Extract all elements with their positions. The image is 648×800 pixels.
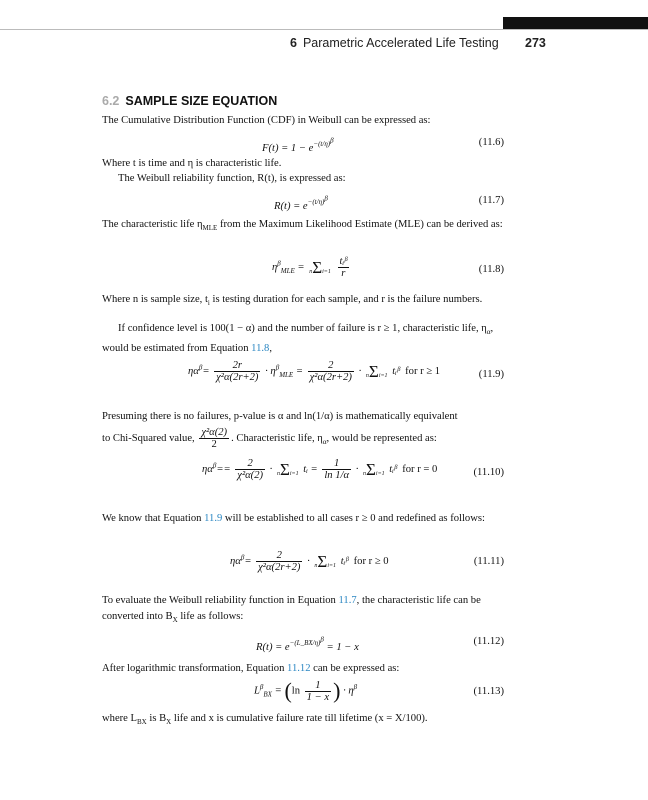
equation-number: (11.13) — [473, 686, 504, 697]
paragraph-cdf: The Cumulative Distribution Function (CDF) in Weibull can be expressed as: — [102, 115, 431, 126]
equation-number: (11.9) — [478, 369, 504, 380]
sum-symbol: nΣi=1 — [276, 459, 299, 479]
page-number: 273 — [525, 36, 546, 50]
equation-number: (11.7) — [478, 195, 504, 206]
fraction: $\frac{\text{tᵢᵝ}}{r}$ — [339, 256, 348, 279]
paragraph-no-failures: Presuming there is no failures, p-value is α and ln(1/α) is mathematically equivalent — [102, 411, 458, 422]
equation-body: $F(t) = 1 - e^{-(t/\eta)^\beta}$ — [262, 137, 334, 154]
section-title: SAMPLE SIZE EQUATION — [125, 94, 278, 108]
section-number: 6.2 — [102, 94, 120, 108]
paragraph-characteristic-life: The characteristic life $\eta_{MLE}$ from the Maximum Likelihood Estimate (MLE) can be derived as: — [102, 219, 503, 233]
equation-link-11-7[interactable]: 11.7 — [338, 595, 357, 606]
sum-symbol: nΣi=1 — [363, 459, 385, 479]
chapter-title: Parametric Accelerated Life Testing — [302, 36, 499, 50]
paragraph-where-n: Where n is sample size, $t_i$ is testing duration for each sample, and r is the failure numbers. — [102, 294, 483, 308]
paragraph-chi-squared: to Chi-Squared value, $\frac{\text{χ²α(2)}}{2}$ . Characteristic life, $\eta_\alpha$, would be represented as: — [102, 427, 437, 450]
paragraph-where-lbx: where $L_{BX}$ is $B_X$ life and x is cumulative failure rate till lifetime (x = X/100). — [102, 713, 428, 727]
equation-11-11 — [102, 550, 504, 584]
paragraph-confidence: If confidence level is 100(1 − α) and the number of failure is r ≥ 1, characteristic life, $\eta_\alpha$, would be estimated from Equation 11.8, — [102, 323, 494, 354]
fraction: $\frac{1}{1 - x}$ — [306, 679, 330, 703]
equation-number: (11.6) — [478, 137, 504, 148]
sum-symbol: nΣi=1 — [365, 361, 388, 381]
fraction: $\frac{2r}{\text{χ²α(2r+2)}}$ — [216, 360, 259, 383]
equation-number: (11.11) — [473, 556, 504, 567]
equation-link-11-8[interactable]: 11.8 — [251, 342, 270, 354]
equation-11-10 — [102, 458, 504, 498]
fraction: $\frac{2}{\text{χ²α(2)}}$ — [237, 458, 264, 481]
header-rule — [0, 29, 648, 30]
equation-body: $\eta\alpha^\beta=$ $\frac{2r}{\text{χ²α(2r+2)}}$ · $\eta^\beta_{MLE}$ = $\frac{2}{\text{χ²α(2r+2)}}$ · nΣi=1 tᵢᵝ for r ≥ 1 — [188, 360, 441, 383]
equation-body: $L^\beta_{BX} = (\ln$ $\frac{1}{1 - x}$ ) · $\eta^\beta$ — [254, 678, 358, 703]
fraction: $\frac{\text{χ²α(2)}}{2}$ — [201, 427, 228, 450]
equation-body: $\eta\alpha^\beta=$ $\frac{2}{\text{χ²α(2r+2)}}$ · nΣi=1 tᵢᵝ for r ≥ 0 — [230, 550, 389, 573]
equation-number: (11.10) — [473, 467, 504, 478]
equation-body: $R(t) = e^{-(t/\eta)^\beta}$ — [274, 195, 328, 212]
equation-number: (11.12) — [473, 636, 504, 647]
running-header — [290, 36, 499, 50]
equation-link-11-12[interactable]: 11.12 — [287, 663, 311, 674]
paragraph-redefined: We know that Equation 11.9 will be established to all cases r ≥ 0 and redefined as follows: — [102, 513, 485, 524]
sum-symbol: nΣi=1 — [314, 551, 337, 571]
fraction: $\frac{2}{\text{χ²α(2r+2)}}$ — [258, 550, 301, 573]
equation-number: (11.8) — [478, 264, 504, 275]
paragraph-reliability: The Weibull reliability function, R(t), is expressed as: — [118, 173, 346, 184]
equation-body: $\eta\alpha^\beta==$ $\frac{2}{\text{χ²α(2)}}$ · nΣi=1 tᵢ = $\frac{1}{\ln 1/\alpha}$ · nΣi=1 tᵢᵝ for r = 0 — [202, 458, 438, 481]
equation-11-8 — [102, 256, 504, 290]
equation-link-11-9[interactable]: 11.9 — [204, 513, 223, 524]
header-bar — [503, 17, 648, 29]
equation-body: $\eta^\beta_{MLE} = n\Sigma i=1$ $\frac{\text{tᵢᵝ}}{r}$ — [272, 256, 348, 279]
paragraph-bx-life: To evaluate the Weibull reliability function in Equation 11.7, the characteristic life can be converted into $B_X$ life as follows: — [102, 595, 481, 624]
paragraph-where-t: Where t is time and η is characteristic life. — [102, 158, 282, 169]
section-heading — [102, 94, 277, 108]
fraction: $\frac{1}{\ln 1/\alpha}$ — [324, 458, 350, 481]
fraction: $\frac{2}{\text{χ²α(2r+2)}}$ — [309, 360, 352, 383]
chapter-number: 6 — [290, 36, 297, 50]
paragraph-log-transform: After logarithmic transformation, Equation 11.12 can be expressed as: — [102, 663, 400, 674]
sum-symbol: nΣi=1 — [309, 257, 331, 277]
equation-11-13 — [102, 678, 504, 710]
equation-11-9 — [102, 360, 504, 394]
equation-body: $R(t) = e^{-(L\_BX/\eta)^\beta} = 1 - x$ — [256, 636, 359, 653]
